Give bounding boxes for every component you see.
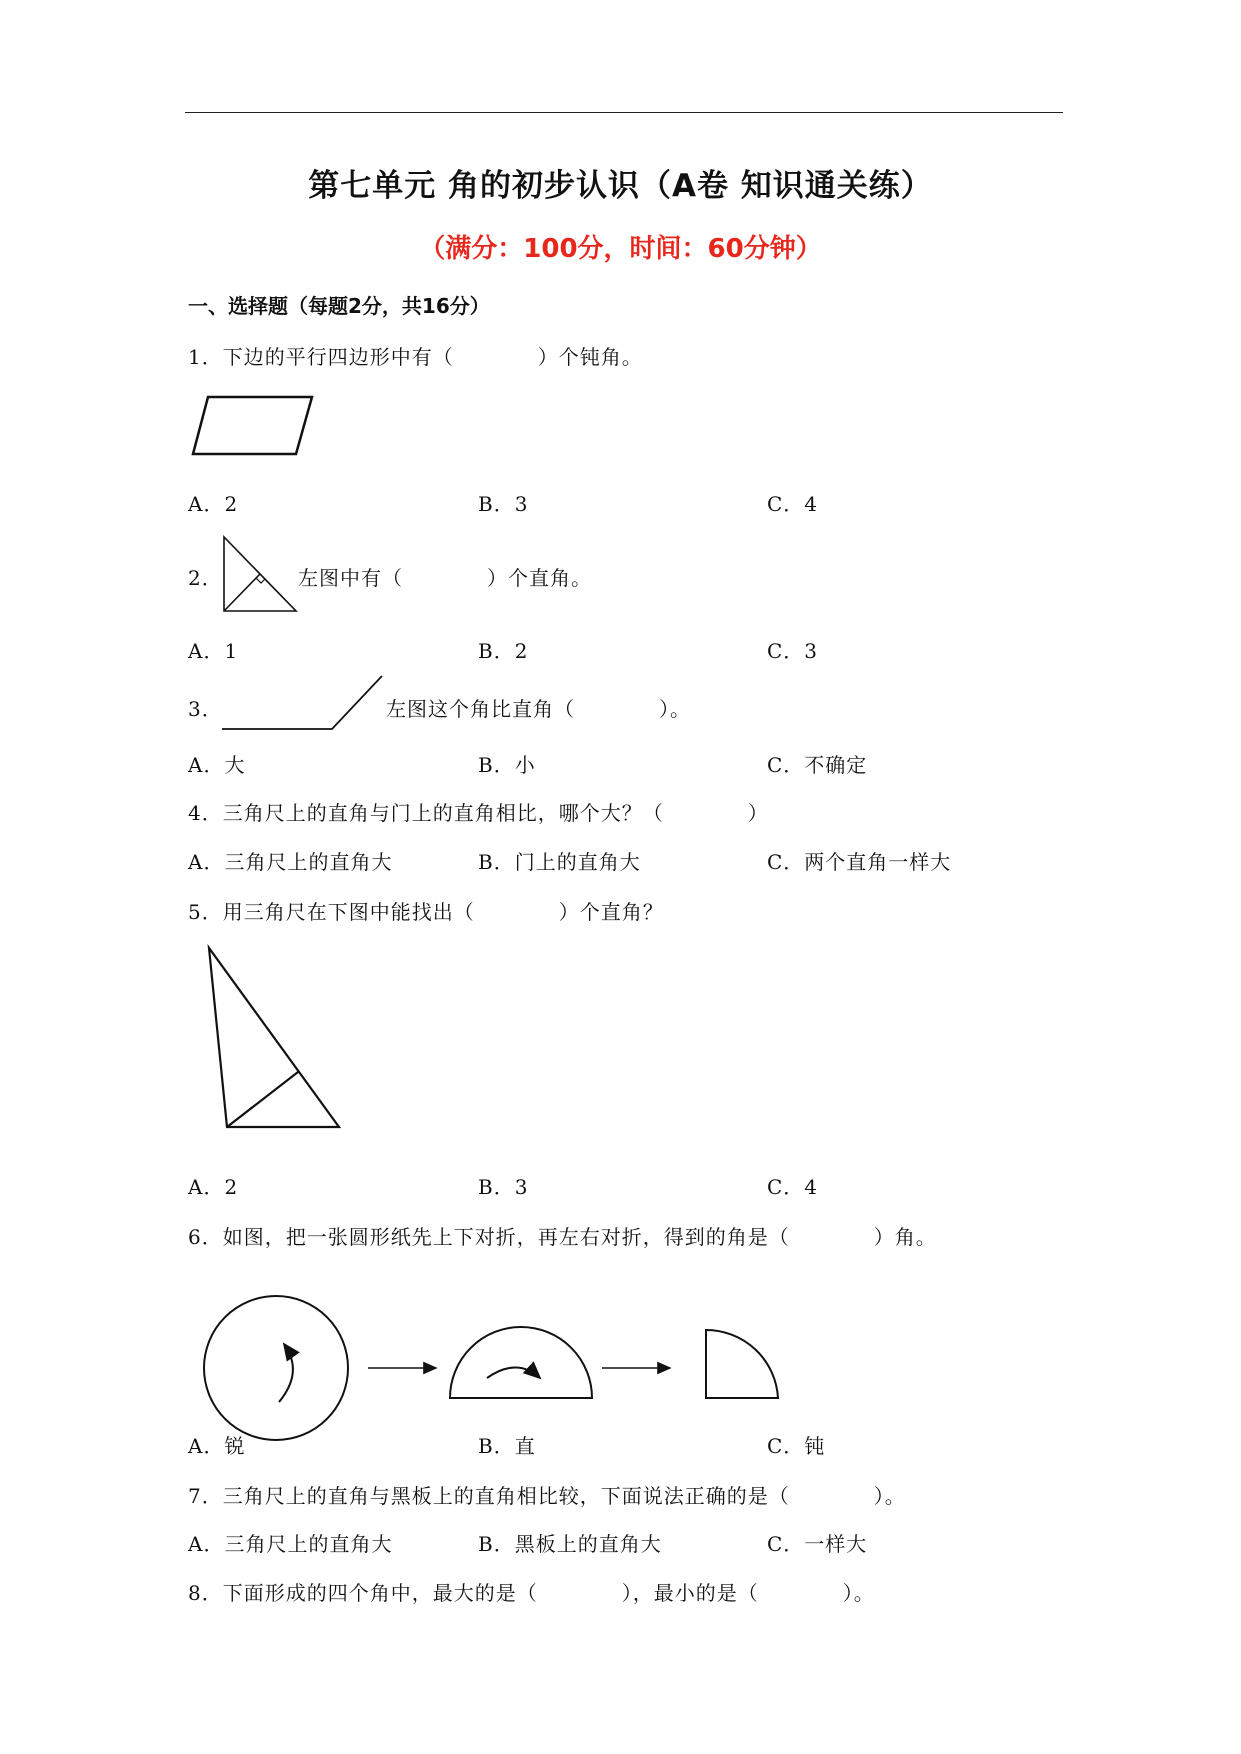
page-title: 第七单元 角的初步认识（A卷 知识通关练） (308, 168, 933, 204)
triangle-right-angle-figure (220, 535, 300, 613)
question-2-option-a[interactable]: A．1 (188, 639, 239, 663)
question-6-text: 6．如图，把一张圆形纸先上下对折，再左右对折，得到的角是（ ）角。 (188, 1225, 937, 1249)
section-title: 一、选择题（每题2分，共16分） (188, 294, 490, 318)
question-4-text: 4．三角尺上的直角与门上的直角相比，哪个大？（ ） (188, 801, 769, 825)
question-6-option-c[interactable]: C．钝 (767, 1434, 826, 1458)
question-7-text: 7．三角尺上的直角与黑板上的直角相比较，下面说法正确的是（ ）。 (188, 1484, 906, 1508)
question-2-number: 2． (188, 566, 223, 590)
page-subtitle: （满分：100分，时间：60分钟） (419, 234, 822, 264)
question-3-option-a[interactable]: A．大 (188, 753, 246, 777)
question-5-option-c[interactable]: C．4 (767, 1175, 819, 1199)
question-3-number: 3． (188, 697, 223, 721)
question-4-option-b[interactable]: B．门上的直角大 (478, 850, 641, 874)
question-5-text: 5．用三角尺在下图中能找出（ ）个直角？ (188, 900, 664, 924)
question-6-option-a[interactable]: A．锐 (188, 1434, 246, 1458)
question-6-option-b[interactable]: B．直 (478, 1434, 536, 1458)
triangle-with-segment-figure (205, 945, 345, 1130)
question-5-option-a[interactable]: A．2 (188, 1175, 239, 1199)
question-2-option-c[interactable]: C．3 (767, 639, 819, 663)
question-5-option-b[interactable]: B．3 (478, 1175, 529, 1199)
top-rule (185, 112, 1063, 113)
question-1-option-a[interactable]: A．2 (188, 492, 239, 516)
question-4-option-a[interactable]: A．三角尺上的直角大 (188, 850, 393, 874)
question-3-option-b[interactable]: B．小 (478, 753, 536, 777)
obtuse-angle-figure (220, 672, 384, 732)
question-7-option-b[interactable]: B．黑板上的直角大 (478, 1532, 662, 1556)
question-3-option-c[interactable]: C．不确定 (767, 753, 868, 777)
question-4-option-c[interactable]: C．两个直角一样大 (767, 850, 952, 874)
question-2-option-b[interactable]: B．2 (478, 639, 529, 663)
question-8-text: 8．下面形成的四个角中，最大的是（ ），最小的是（ ）。 (188, 1581, 875, 1605)
question-1-option-b[interactable]: B．3 (478, 492, 529, 516)
question-3-text: 左图这个角比直角（ ）。 (386, 697, 691, 721)
question-1-text: 1．下边的平行四边形中有（ ）个钝角。 (188, 345, 643, 369)
question-1-option-c[interactable]: C．4 (767, 492, 819, 516)
question-7-option-c[interactable]: C．一样大 (767, 1532, 868, 1556)
paper-folding-figure (200, 1290, 790, 1450)
question-7-option-a[interactable]: A．三角尺上的直角大 (188, 1532, 393, 1556)
question-2-text: 左图中有（ ）个直角。 (298, 566, 592, 590)
parallelogram-figure (190, 392, 316, 460)
